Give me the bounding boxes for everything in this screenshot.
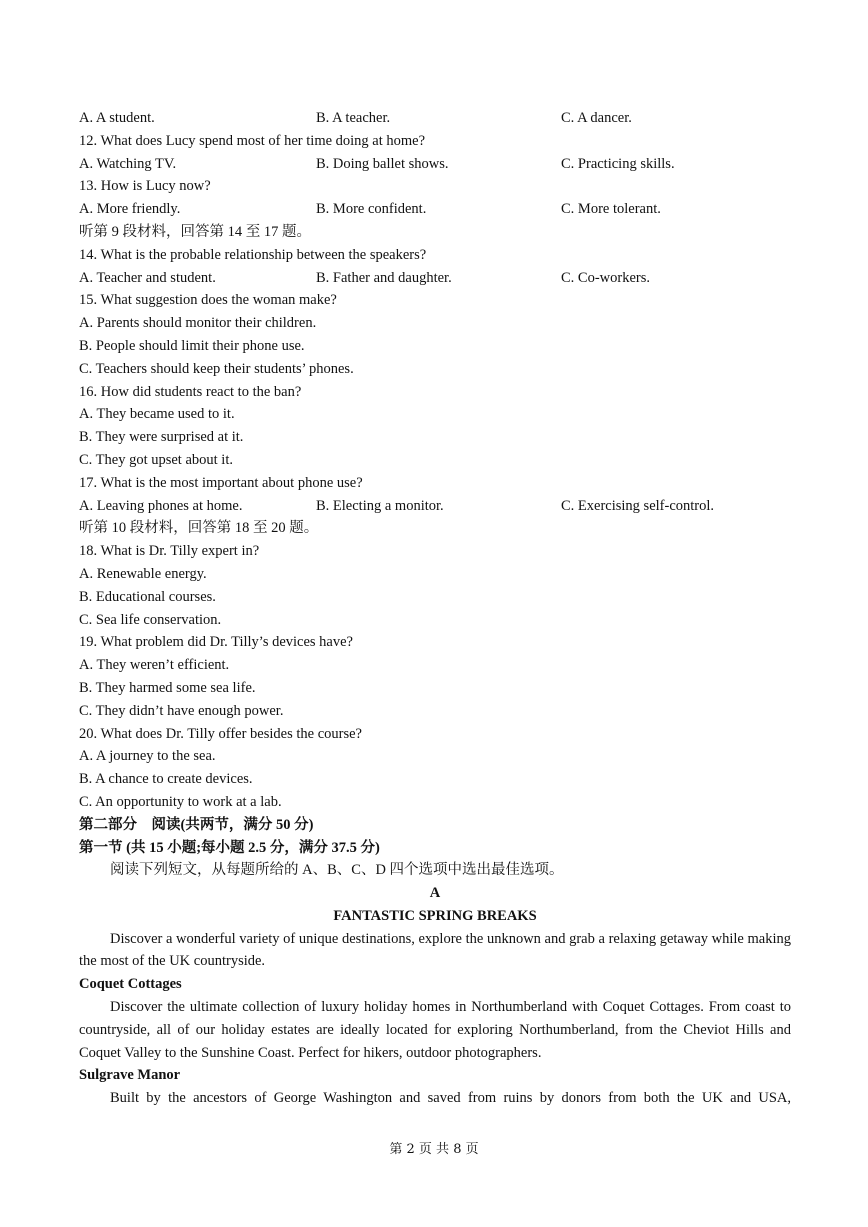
passage-title: FANTASTIC SPRING BREAKS: [333, 907, 537, 924]
option-b: B. A teacher.: [316, 110, 391, 126]
listening-questions: [79, 107, 791, 814]
page-footer: 第 2 页 共 8 页: [389, 1142, 479, 1157]
option-a: A. More friendly.: [79, 201, 181, 218]
option-c: C. Co-workers.: [561, 269, 651, 286]
heading-coquet-cottages: Coquet Cottages: [79, 976, 182, 993]
question-line: 听第 10 段材料，回答第 18 至 20 题。: [79, 520, 319, 537]
option-c: C. More tolerant.: [561, 201, 661, 218]
question-line: C. Sea life conservation.: [79, 611, 222, 628]
question-line: B. People should limit their phone use.: [79, 337, 305, 354]
question-line: C. They didn’t have enough power.: [79, 702, 284, 719]
question-line: 14. What is the probable relationship between the speakers?: [79, 246, 427, 263]
question-line: 15. What suggestion does the woman make?: [79, 292, 337, 309]
paragraph-sulgrave-manor: Built by the ancestors of George Washington and saved from ruins by donors from both the UK and USA,: [110, 1090, 791, 1107]
option-row: [79, 107, 791, 130]
option-b: B. Father and daughter.: [316, 269, 452, 286]
question-line: A. A journey to the sea.: [79, 748, 216, 765]
question-line: 17. What is the most important about phone use?: [79, 474, 363, 491]
paragraph-coquet-cottages: Discover the ultimate collection of luxury holiday homes in Northumberland with Coquet Cottages. From coast to countryside, all of our holiday estates are ideally located for exploring Northumberland, from the Cheviot Hills and Coquet Valley to the Sunshine Coast. Perfect for hikers, outdoor photographers.: [79, 999, 791, 1061]
passage-letter: A: [429, 885, 441, 902]
part-title: 第二部分 阅读(共两节，满分 50 分): [79, 816, 314, 833]
option-row: [79, 153, 791, 176]
option-b: B. More confident.: [316, 201, 427, 218]
option-b: B. Doing ballet shows.: [316, 155, 449, 172]
option-c: C. Practicing skills.: [561, 155, 675, 172]
question-line: 13. How is Lucy now?: [79, 178, 211, 195]
question-line: B. They harmed some sea life.: [79, 679, 256, 696]
option-c: C. Exercising self-control.: [561, 497, 715, 514]
question-line: C. Teachers should keep their students’ phones.: [79, 360, 354, 377]
heading-sulgrave-manor: Sulgrave Manor: [79, 1067, 181, 1084]
question-line: B. A chance to create devices.: [79, 771, 253, 788]
option-c: C. A dancer.: [561, 110, 632, 126]
option-b: B. Electing a monitor.: [316, 497, 444, 514]
exam-page: [79, 107, 791, 1110]
option-a: A. Leaving phones at home.: [79, 497, 243, 514]
passage-intro: Discover a wonderful variety of unique destinations, explore the unknown and grab a relaxing getaway while making the most of the UK countryside.: [79, 930, 791, 970]
question-line: 20. What does Dr. Tilly offer besides the course?: [79, 725, 362, 742]
question-line: B. They were surprised at it.: [79, 429, 244, 446]
option-row: [79, 267, 791, 290]
question-line: 16. How did students react to the ban?: [79, 383, 302, 400]
question-line: 听第 9 段材料，回答第 14 至 17 题。: [79, 223, 311, 240]
question-line: A. They became used to it.: [79, 406, 235, 423]
instruction: 阅读下列短文，从每题所给的 A、B、C、D 四个选项中选出最佳选项。: [110, 862, 564, 879]
question-line: 12. What does Lucy spend most of her time doing at home?: [79, 132, 426, 149]
question-line: A. Parents should monitor their children.: [79, 315, 317, 332]
question-line: A. They weren’t efficient.: [79, 657, 230, 674]
question-line: 18. What is Dr. Tilly expert in?: [79, 543, 260, 560]
question-line: C. They got upset about it.: [79, 451, 233, 468]
question-line: C. An opportunity to work at a lab.: [79, 793, 282, 810]
option-a: A. Watching TV.: [79, 155, 177, 172]
option-row: [79, 495, 791, 518]
section-title: 第一节 (共 15 小题;每小题 2.5 分，满分 37.5 分): [79, 839, 380, 856]
option-row: [79, 198, 791, 221]
question-line: B. Educational courses.: [79, 588, 216, 605]
option-a: A. Teacher and student.: [79, 269, 216, 286]
option-a: A. A student.: [79, 110, 155, 126]
question-line: 19. What problem did Dr. Tilly’s devices have?: [79, 634, 353, 651]
question-line: A. Renewable energy.: [79, 565, 207, 582]
